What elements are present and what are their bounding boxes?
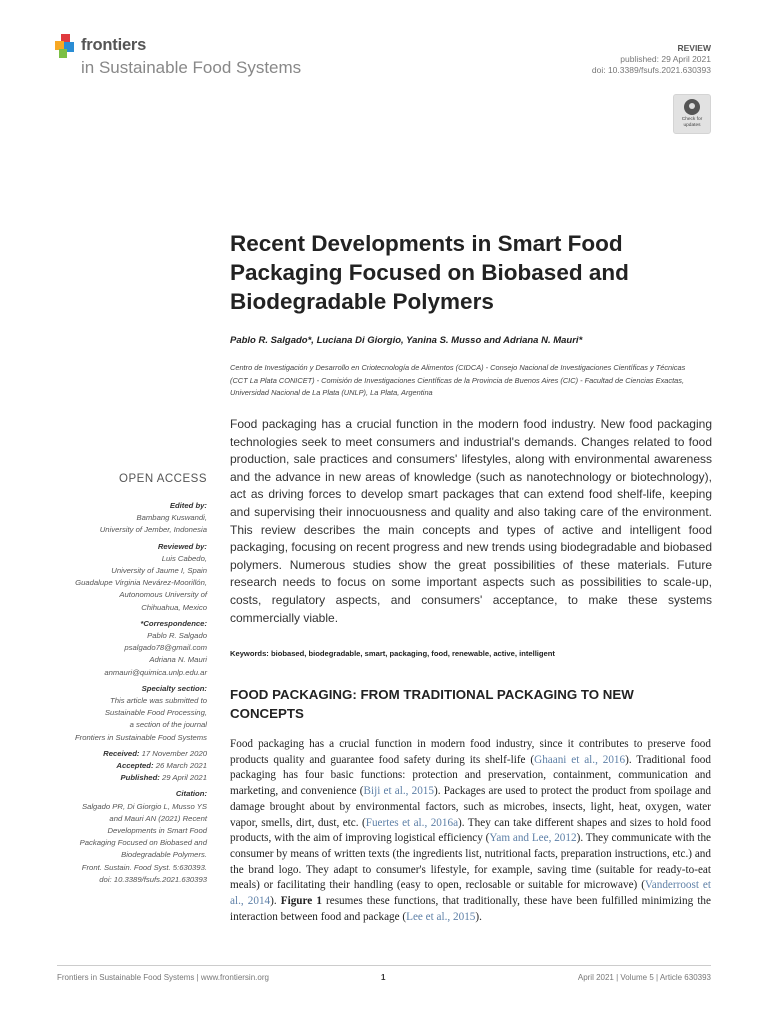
- reviewer-line: University of Jaume I, Spain: [111, 566, 207, 576]
- keywords: [230, 649, 555, 658]
- correspondent-email[interactable]: anmauri@quimica.unlp.edu.ar: [104, 667, 207, 677]
- citation-link[interactable]: Biji et al., 2015: [363, 785, 434, 798]
- abstract: Food packaging has a crucial function in the modern food industry. New food packaging technologies seek to meet consumers and industrial's demands. Changes related to food production, sale practices and consumers' lifestyles, along with environmental awareness and the advance in new areas of knowledge (such as nanotechnology or biotechnology), act as driving forces to develop smart packages that can extend food shelf-life, keeping and supervising their innocuousness and quality and also taking care of the environment. This review describes the main concepts and types of active and intelligent food packaging, focusing on recent progress and new trends using biodegradable and biobased polymers. Numerous studies show the great possibilities of these materials. Future research needs to focus on some important aspects such as possibilities to scale-up, costs, regulatory aspects, and consumers' acceptance, to make these systems commercially viable.: [230, 417, 712, 625]
- correspondence-label: *Correspondence:: [140, 618, 207, 628]
- specialty-line: This article was submitted to: [110, 696, 207, 706]
- citation-link[interactable]: Ghaani et al., 2016: [534, 753, 626, 766]
- citation-link[interactable]: Lee et al., 2015: [406, 910, 476, 923]
- reviewer-line: Autonomous University of: [119, 590, 207, 600]
- published-date-sidebar: Published: 29 April 2021: [120, 773, 207, 783]
- journal-name: in Sustainable Food Systems: [81, 58, 302, 77]
- author-list[interactable]: Pablo R. Salgado*, Luciana Di Giorgio, Yanina S. Musso and Adriana N. Mauri*: [230, 335, 583, 346]
- published-date: published: 29 April 2021: [620, 54, 711, 64]
- specialty-label: Specialty section:: [141, 683, 207, 693]
- specialty-line: a section of the journal: [129, 720, 207, 730]
- dates-block: [40, 748, 207, 785]
- article-meta: [592, 43, 711, 76]
- article-type: REVIEW: [677, 43, 711, 53]
- citation-label: Citation:: [175, 789, 207, 799]
- specialty-block: [40, 683, 207, 744]
- citation-link[interactable]: Fuertes et al., 2016a: [365, 816, 459, 829]
- citation-line: Salgado PR, Di Giorgio L, Musso YS: [81, 801, 207, 811]
- citation-line: Developments in Smart Food: [107, 826, 207, 836]
- received-date: Received: 17 November 2020: [103, 748, 207, 758]
- footer-divider: [57, 965, 711, 966]
- open-access-label: OPEN ACCESS: [119, 473, 207, 485]
- frontiers-logo-icon: [55, 34, 79, 60]
- specialty-line: Sustainable Food Processing,: [104, 708, 207, 718]
- check-updates-label: Check for updates: [681, 117, 703, 128]
- citation-link[interactable]: Yam and Lee, 2012: [489, 832, 577, 845]
- citation-block: [40, 788, 207, 886]
- brand-name: frontiers: [81, 36, 147, 54]
- correspondence-block: [40, 618, 207, 679]
- reviewer-line: Luis Cabedo,: [161, 553, 207, 563]
- article-info-sidebar: [40, 472, 207, 890]
- reviewer-line: Guadalupe Virginia Nevárez-Moorillón,: [75, 578, 207, 588]
- specialty-line: Frontiers in Sustainable Food Systems: [74, 732, 207, 742]
- crossmark-icon: [684, 99, 700, 115]
- page-number: 1: [381, 973, 386, 982]
- citation-doi[interactable]: doi: 10.3389/fsufs.2021.630393: [99, 874, 207, 884]
- article-doi[interactable]: doi: 10.3389/fsufs.2021.630393: [591, 65, 711, 75]
- editor-affiliation: University of Jember, Indonesia: [99, 525, 207, 535]
- accepted-date: Accepted: 26 March 2021: [116, 761, 207, 771]
- keywords-label: Keywords:: [230, 649, 269, 658]
- reviewed-by-block: [40, 541, 207, 614]
- edited-by-label: Edited by:: [169, 501, 207, 510]
- editor-name: Bambang Kuswandi,: [136, 513, 207, 523]
- article-title: Recent Developments in Smart Food Packaging Focused on Biobased and Biodegradable Polymers: [230, 231, 629, 314]
- figure-link[interactable]: Figure 1: [280, 895, 322, 908]
- section-heading: FOOD PACKAGING: FROM TRADITIONAL PACKAGING TO NEW CONCEPTS: [230, 687, 634, 721]
- correspondent-email[interactable]: psalgado78@gmail.com: [124, 643, 207, 653]
- citation-link[interactable]: Vanderroost et al., 2014: [230, 879, 711, 908]
- keywords-list: biobased, biodegradable, smart, packaging, food, renewable, active, intelligent: [270, 649, 555, 658]
- citation-line: and Mauri AN (2021) Recent: [109, 813, 207, 823]
- citation-line: Front. Sustain. Food Syst. 5:630393.: [81, 862, 207, 872]
- correspondent-name: Pablo R. Salgado: [147, 631, 207, 641]
- reviewer-line: Chihuahua, Mexico: [141, 602, 207, 612]
- check-for-updates-button[interactable]: [673, 94, 711, 134]
- footer-issue-info: April 2021 | Volume 5 | Article 630393: [577, 973, 711, 982]
- affiliation: Centro de Investigación y Desarrollo en Criotecnología de Alimentos (CIDCA) - Consejo Nacional de Investigaciones Científicas y Técnicas (CCT La Plata CONICET) - Comisión de Investigaciones Científicas de la Provincia de Buenos Aires (CIC) - Facultad de Ciencias Exactas, Universidad Nacional de La Plata (UNLP), La Plata, Argentina: [230, 363, 686, 397]
- citation-line: Packaging Focused on Biobased and: [79, 838, 207, 848]
- edited-by-block: [40, 500, 207, 537]
- citation-line: Biodegradable Polymers.: [121, 850, 207, 860]
- correspondent-name: Adriana N. Mauri: [149, 655, 207, 665]
- body-paragraph: Food packaging has a crucial function in modern food industry, since it contributes to preserve food products quality and guarantee food safety during its shelf-life (Ghaani et al., 2016). Traditional food packaging has four basic functions: protection and preservation, containment, communication and marketing, and convenience (Biji et al., 2015). Packages are used to protect the product from spoilage and damage brought about by environmental factors, such as microbes, insects, light, heat, oxygen, water vapor, smells, dirt, dust, etc. (Fuertes et al., 2016a). They can take different shapes and sizes to hold food products, with the aim of improving logistical efficiency (Yam and Lee, 2012). They communicate with the consumer by means of written texts (the ingredients list, nutritional facts, preparation instructions, etc.) and the brand logo. They adapt to consumer's lifestyle, for example, saving time (suitable for ready-to-eat meals) or facilitating their handling (easy to open, reclosable or suitable for microwave) (Vanderroost et al., 2014). Figure 1 resumes these functions, that traditionally, these have been fulfilled minimizing the interaction between food and package (Lee et al., 2015).: [230, 738, 712, 923]
- reviewed-by-label: Reviewed by:: [157, 541, 207, 551]
- footer-journal-link[interactable]: Frontiers in Sustainable Food Systems | www.frontiersin.org: [57, 973, 269, 982]
